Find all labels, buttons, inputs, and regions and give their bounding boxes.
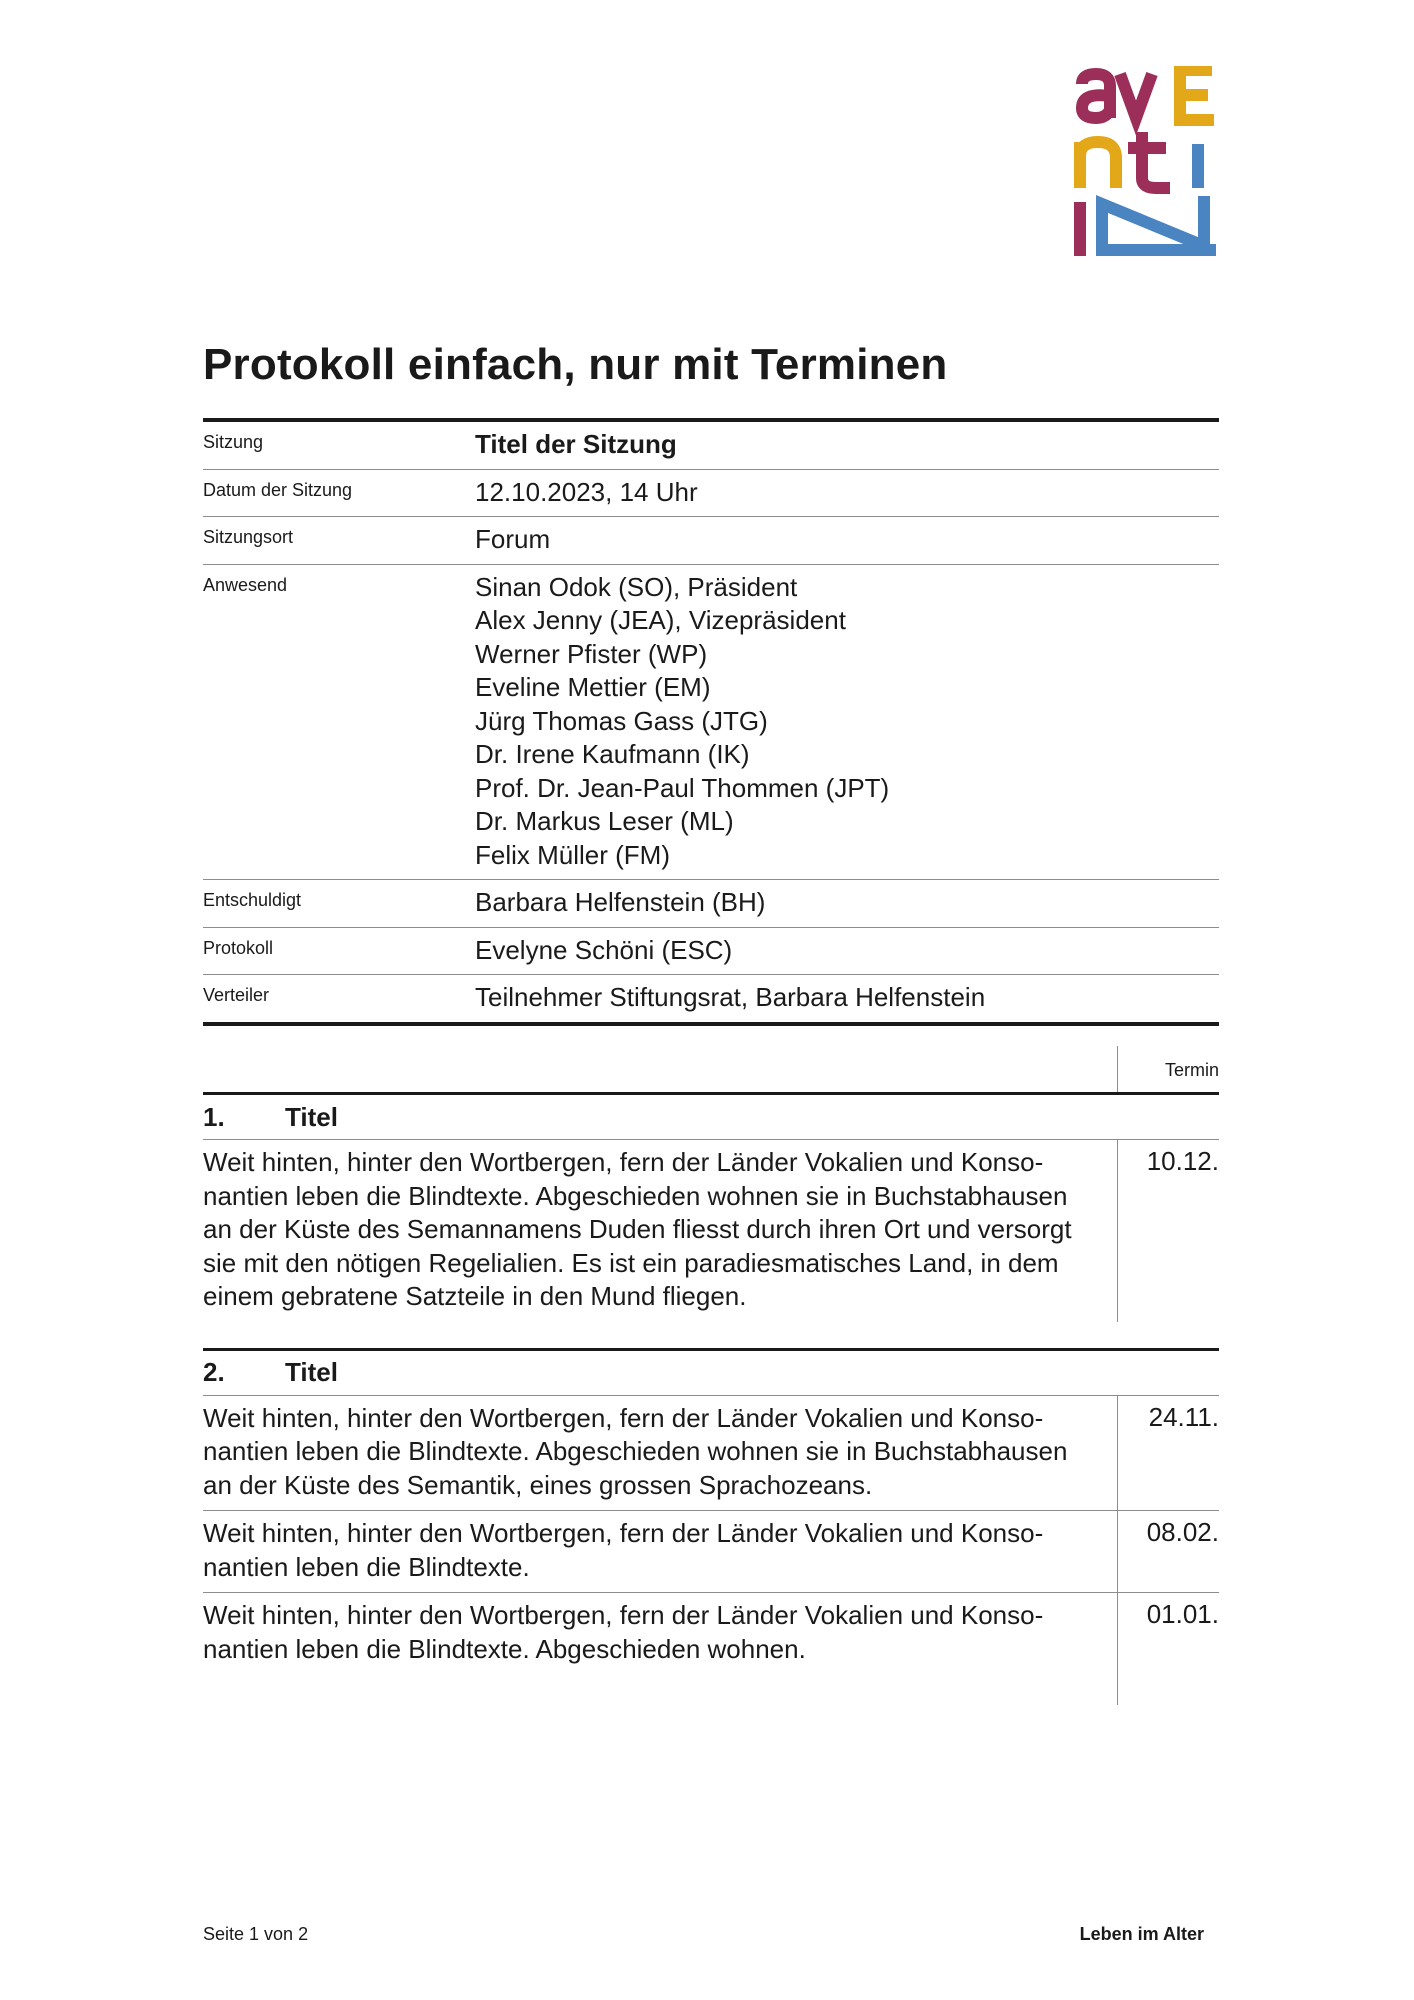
agenda-item-date: 01.01.: [1117, 1593, 1219, 1705]
logo-letter-t: [1128, 132, 1170, 188]
agenda-section-heading: [203, 1348, 1219, 1396]
text-line: nantien leben die Blindtexte. Abgeschieden wohnen sie in Buchstabhausen: [203, 1436, 1068, 1466]
text-line: sie mit den nötigen Regelialien. Es ist ein paradiesmatisches Land, in dem: [203, 1247, 1059, 1278]
section-number: 1.: [203, 1101, 225, 1132]
meta-row-protokoll: [203, 928, 1219, 976]
section-spacer: [203, 1322, 1219, 1348]
text-line: Weit hinten, hinter den Wortbergen, fern der Länder Vokalien und Konso-: [203, 1600, 1044, 1630]
attendee: Sinan Odok (SO), Präsident: [475, 571, 798, 602]
attendee: Dr. Markus Leser (ML): [475, 806, 734, 836]
agenda-item: [203, 1396, 1219, 1512]
text-line: Weit hinten, hinter den Wortbergen, fern der Länder Vokalien und Konso-: [203, 1518, 1044, 1548]
agenda-item-text: [203, 1140, 1117, 1322]
meta-label: Entschuldigt: [203, 890, 302, 910]
meta-value: 12.10.2023, 14 Uhr: [475, 476, 698, 507]
attendee: Eveline Mettier (EM): [475, 672, 711, 702]
logo-row-3: [1080, 196, 1216, 256]
aventin-logo: [1072, 66, 1222, 256]
logo-letter-n: [1080, 142, 1116, 188]
logo-letter-a: [1082, 74, 1110, 118]
text-line: Weit hinten, hinter den Wortbergen, fern der Länder Vokalien und Konso-: [203, 1147, 1044, 1177]
meta-label: Protokoll: [203, 937, 274, 958]
attendee: Jürg Thomas Gass (JTG): [475, 705, 768, 736]
meta-value: Evelyne Schöni (ESC): [475, 934, 733, 965]
footer-tagline: Leben im Alter: [1079, 1924, 1204, 1944]
agenda-table: [203, 1046, 1219, 1705]
text-line: nantien leben die Blindtexte.: [203, 1551, 530, 1582]
agenda-item: [203, 1511, 1219, 1593]
text-line: einem gebratene Satzteile in den Mund fliegen.: [203, 1281, 747, 1311]
agenda-item-text: [203, 1396, 1117, 1511]
logo-letter-n-blue: [1102, 196, 1216, 256]
agenda-item-date: 08.02.: [1117, 1511, 1219, 1592]
agenda-section-heading: [203, 1092, 1219, 1140]
text-line: Weit hinten, hinter den Wortbergen, fern der Länder Vokalien und Konso-: [203, 1402, 1044, 1433]
agenda-item-date: 24.11.: [1117, 1396, 1219, 1511]
meta-label: Datum der Sitzung: [203, 479, 353, 500]
logo-letter-v: [1120, 74, 1152, 118]
meta-bottom-rule: [203, 1022, 1219, 1026]
agenda-item: [203, 1140, 1219, 1322]
meta-value: Teilnehmer Stiftungsrat, Barbara Helfenstein: [475, 982, 986, 1012]
agenda-header: [203, 1046, 1219, 1092]
attendee: Felix Müller (FM): [475, 839, 670, 870]
meta-value: Titel der Sitzung: [475, 429, 677, 459]
logo-letter-e: [1180, 70, 1214, 120]
logo-row-2: [1080, 132, 1198, 188]
attendee: Dr. Irene Kaufmann (IK): [475, 739, 750, 769]
meta-value: Forum: [475, 524, 551, 554]
meta-table: [203, 418, 1219, 1026]
meta-row-anwesend: [203, 565, 1219, 881]
attendee: Prof. Dr. Jean-Paul Thommen (JPT): [475, 772, 890, 803]
meta-label: Sitzungsort: [203, 527, 294, 547]
page-number: Seite 1 von 2: [203, 1924, 309, 1944]
meta-label: Sitzung: [203, 432, 264, 452]
logo-row-1: [1082, 70, 1214, 120]
section-title: Titel: [285, 1357, 338, 1387]
meta-label: Anwesend: [203, 574, 288, 595]
termin-header: Termin: [1117, 1046, 1219, 1092]
section-number: 2.: [203, 1357, 225, 1387]
agenda-item-text: [203, 1511, 1117, 1592]
meta-row-entschuldigt: [203, 880, 1219, 928]
meta-label: Verteiler: [203, 985, 270, 1005]
meta-row-verteiler: [203, 975, 1219, 1022]
agenda-item: [203, 1593, 1219, 1705]
section-title: Titel: [285, 1101, 338, 1132]
meta-row-sitzung: [203, 422, 1219, 470]
attendee: Werner Pfister (WP): [475, 638, 708, 669]
agenda-item-text: [203, 1593, 1117, 1705]
meta-row-datum: [203, 470, 1219, 518]
attendee-list: [475, 565, 1219, 880]
attendee: Alex Jenny (JEA), Vizepräsident: [475, 605, 846, 635]
text-line: nantien leben die Blindtexte. Abgeschieden wohnen sie in Buchstabhausen: [203, 1180, 1068, 1211]
document-title: Protokoll einfach, nur mit Terminen: [203, 340, 948, 389]
text-line: an der Küste des Semannamens Duden fliesst durch ihren Ort und versorgt: [203, 1214, 1072, 1244]
text-line: nantien leben die Blindtexte. Abgeschieden wohnen.: [203, 1633, 806, 1664]
meta-row-ort: [203, 517, 1219, 565]
agenda-item-date: 10.12.: [1117, 1140, 1219, 1322]
text-line: an der Küste des Semantik, eines grossen Sprachozeans.: [203, 1469, 873, 1500]
meta-value: Barbara Helfenstein (BH): [475, 887, 766, 917]
